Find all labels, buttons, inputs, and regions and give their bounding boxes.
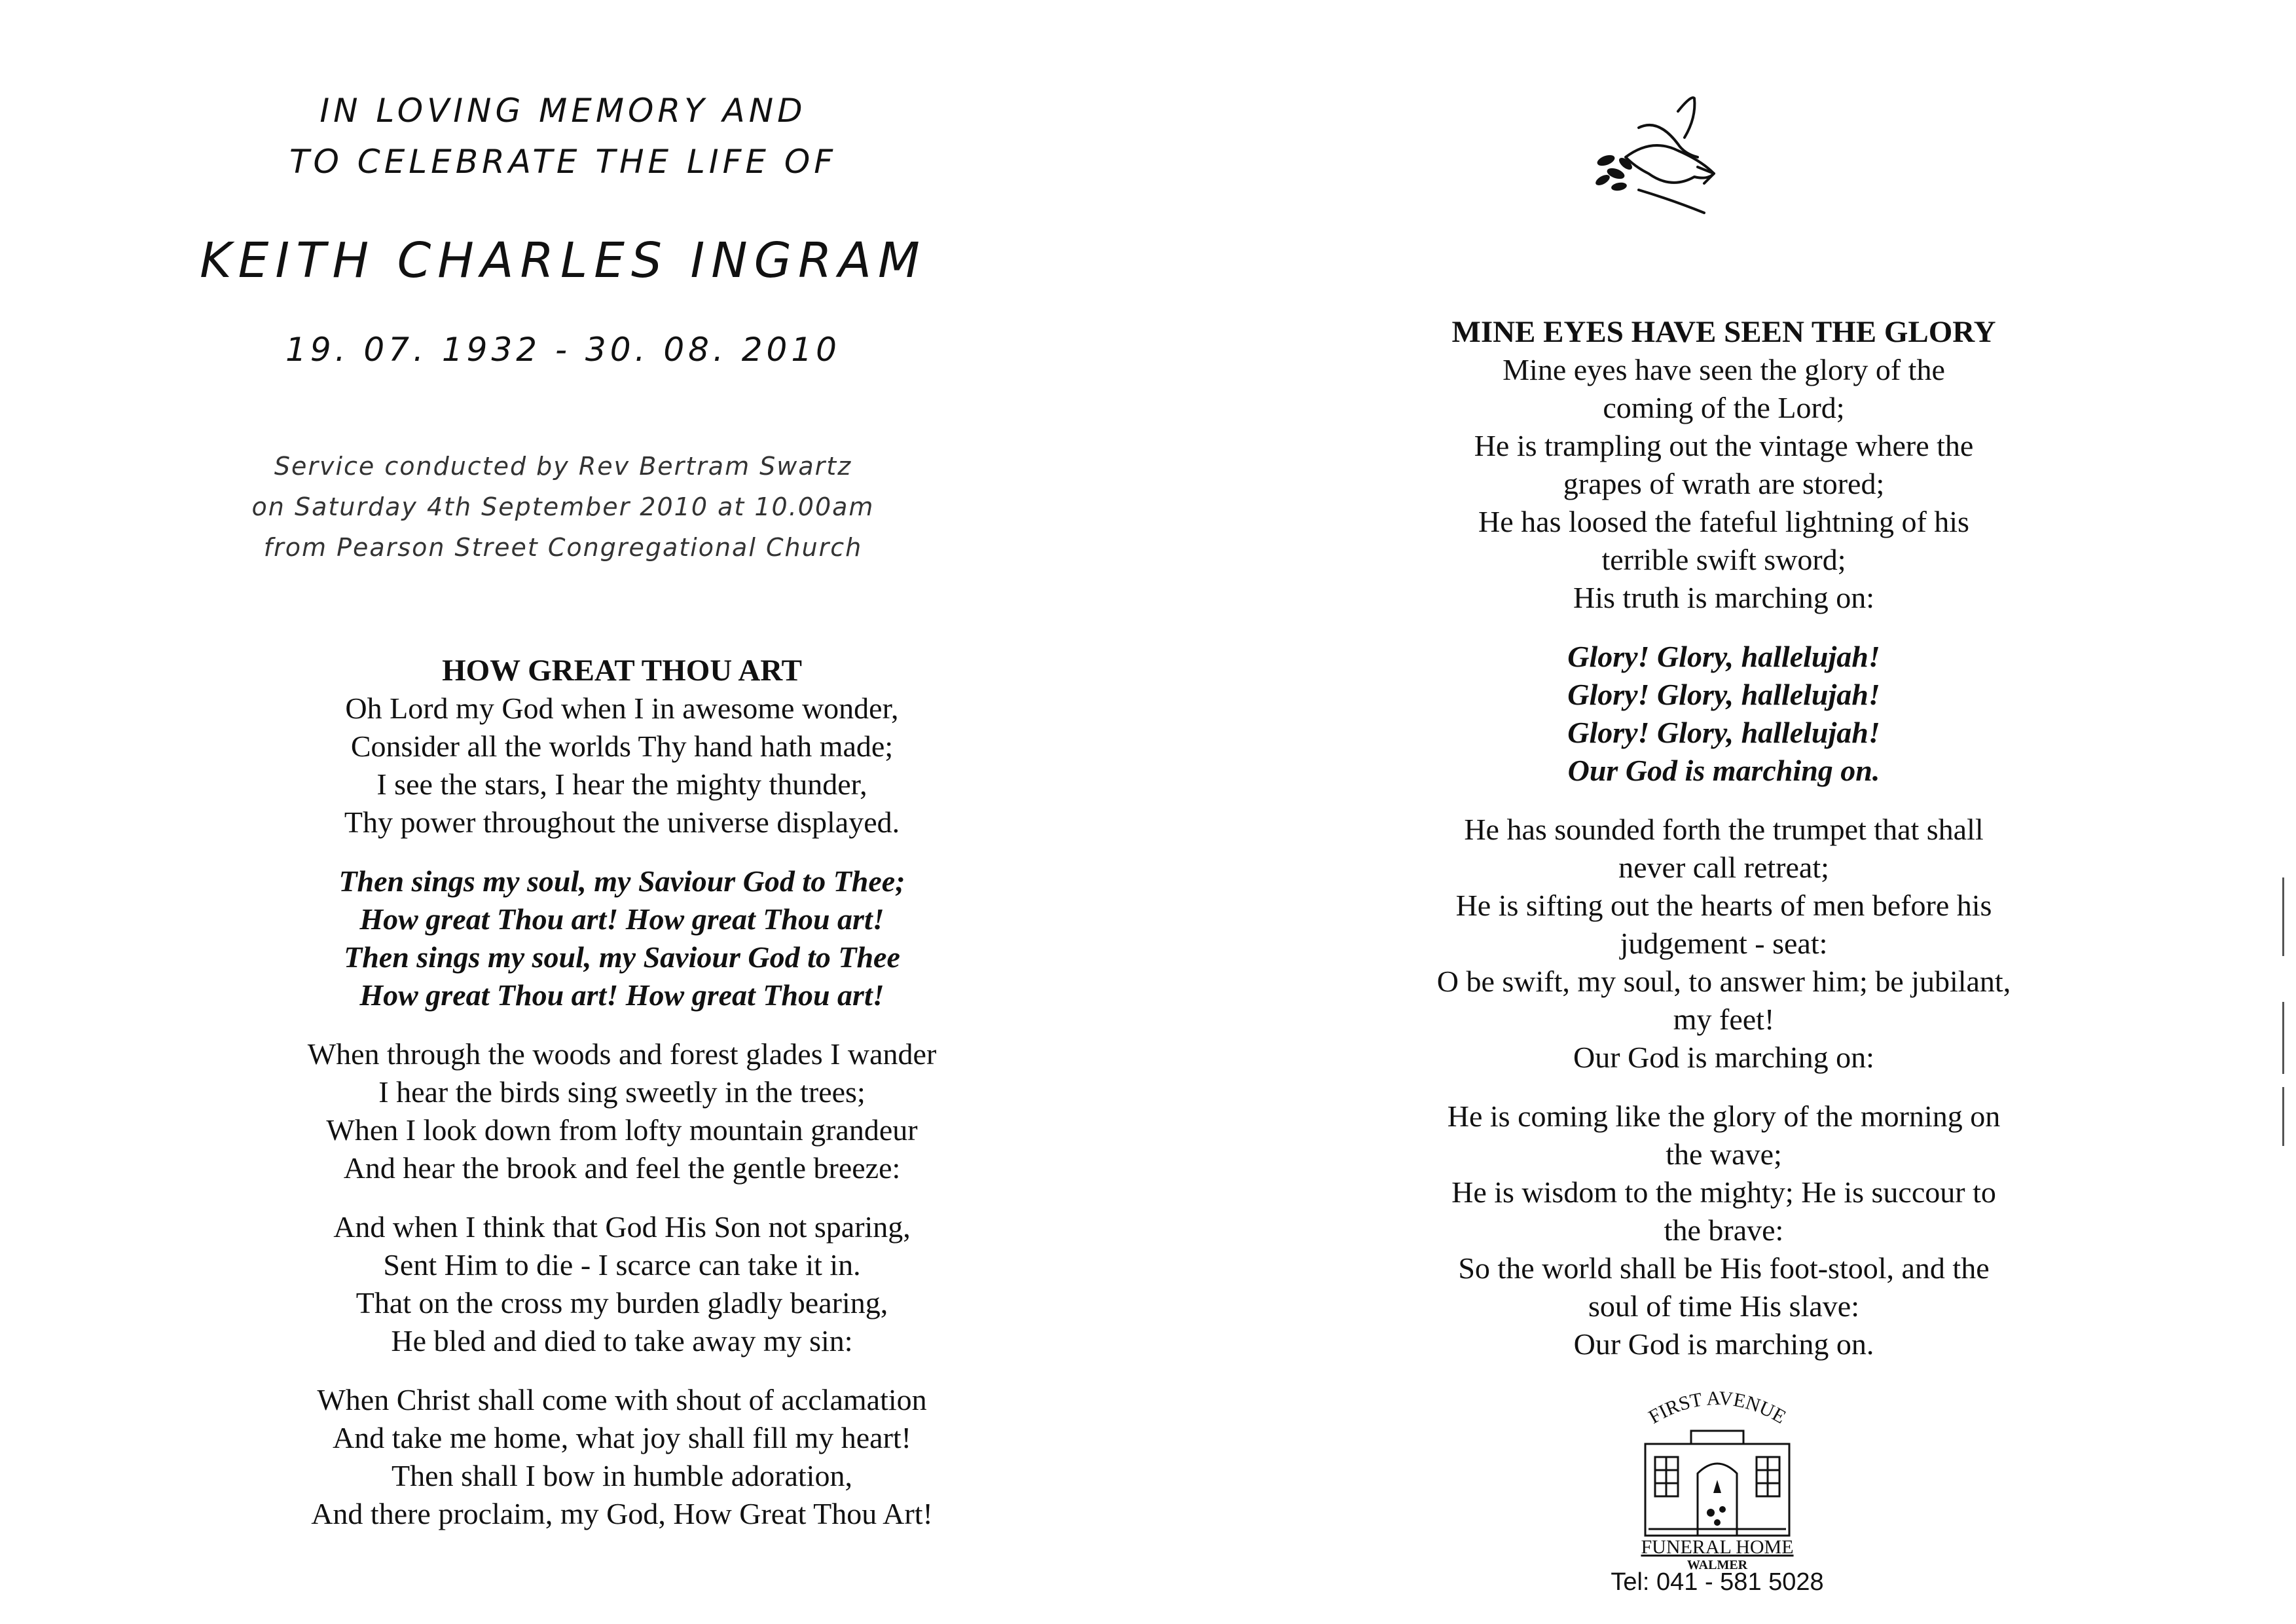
hymn-chorus	[249, 862, 995, 1014]
hymn-line: He has loosed the fateful lightning of his	[1478, 505, 1969, 538]
hymn-line: Then sings my soul, my Saviour God to Thee;	[338, 864, 905, 898]
hymn-line: the wave;	[1666, 1137, 1782, 1171]
life-dates: 19. 07. 1932 - 30. 08. 2010	[285, 331, 841, 369]
hymn-line: Glory! Glory, hallelujah!	[1567, 716, 1880, 749]
hymn-line: He is sifting out the hearts of men before his	[1455, 889, 1992, 922]
hymn-line: How great Thou art! How great Thou art!	[359, 902, 884, 936]
hymn-line: Thy power throughout the universe displayed.	[344, 805, 900, 839]
hymn-line: When Christ shall come with shout of acclamation	[317, 1383, 927, 1416]
hymn-line: O be swift, my soul, to answer him; be jubilant,	[1436, 965, 2011, 998]
hymn-line: I hear the birds sing sweetly in the trees;	[378, 1075, 866, 1109]
deceased-name: KEITH CHARLES INGRAM	[200, 232, 926, 289]
memory-heading-line-1: IN LOVING MEMORY AND	[319, 92, 807, 130]
right-panel	[1148, 0, 2296, 1624]
hymn-title: MINE EYES HAVE SEEN THE GLORY	[1451, 315, 1996, 349]
hymn-verse	[249, 1208, 995, 1360]
hymn-line: Oh Lord my God when I in awesome wonder,	[345, 692, 899, 725]
hymn-title: HOW GREAT THOU ART	[442, 654, 802, 688]
hymn-line: So the world shall be His foot-stool, and the	[1458, 1251, 1990, 1285]
hymn-line: When I look down from lofty mountain grandeur	[326, 1113, 918, 1147]
service-line-2: on Saturday 4th September 2010 at 10.00am	[251, 492, 875, 521]
hymn-line: How great Thou art! How great Thou art!	[359, 978, 884, 1012]
funeral-home-logo	[1619, 1382, 1815, 1578]
hymn-line: Then sings my soul, my Saviour God to Thee	[344, 940, 900, 974]
hymn-line: terrible swift sword;	[1601, 543, 1846, 576]
hymn-line: And when I think that God His Son not sparing,	[333, 1210, 911, 1244]
hymn-line: my feet!	[1673, 1003, 1775, 1036]
logo-arc-text: FIRST AVENUE	[1645, 1387, 1790, 1428]
hymn-line: Mine eyes have seen the glory of the	[1503, 353, 1945, 386]
hymn-line: He is coming like the glory of the morning on	[1447, 1099, 2001, 1133]
hymn-line: Our God is marching on.	[1573, 1327, 1874, 1361]
hymn-line: Glory! Glory, hallelujah!	[1567, 678, 1880, 711]
hymn-line: I see the stars, I hear the mighty thunder,	[376, 767, 867, 801]
hymn-line: soul of time His slave:	[1588, 1289, 1859, 1323]
scan-edge-mark	[2282, 877, 2284, 956]
hymn-verse	[1331, 811, 2117, 1077]
hymn-line: And take me home, what joy shall fill my heart!	[333, 1421, 911, 1454]
service-line-1: Service conducted by Rev Bertram Swartz	[274, 452, 852, 481]
scan-edge-mark	[2282, 1087, 2284, 1146]
hymn-verse	[249, 1381, 995, 1533]
hymn-line: That on the cross my burden gladly bearing,	[355, 1286, 888, 1320]
hymn-chorus	[1331, 638, 2117, 790]
hymn-verse	[1331, 1098, 2117, 1363]
hymn-line: Sent Him to die - I scarce can take it in.	[383, 1248, 861, 1282]
hymn-line: When through the woods and forest glades I wander	[307, 1037, 937, 1071]
hymn-line: His truth is marching on:	[1573, 581, 1874, 614]
hymn-line: Glory! Glory, hallelujah!	[1567, 640, 1880, 673]
hymn-verse	[249, 690, 995, 841]
hymn-line: Then shall I bow in humble adoration,	[392, 1459, 852, 1492]
hymn-verse	[1331, 351, 2117, 617]
hymn-line: He bled and died to take away my sin:	[391, 1324, 853, 1357]
logo-place: WALMER	[1686, 1558, 1748, 1572]
hymn-line: He is wisdom to the mighty; He is succour to	[1451, 1175, 1996, 1209]
hymn-line: Our God is marching on.	[1567, 754, 1880, 787]
service-line-3: from Pearson Street Congregational Church	[263, 533, 863, 562]
logo-name: FUNERAL HOME	[1641, 1536, 1794, 1558]
hymn-line: And there proclaim, my God, How Great Thou Art!	[311, 1497, 933, 1530]
hymn-how-great-thou-art	[249, 652, 995, 1533]
hymn-stanzas	[1331, 351, 2117, 1363]
hymn-line: He has sounded forth the trumpet that shall	[1464, 813, 1984, 846]
scan-edge-mark	[2282, 1002, 2284, 1074]
hymn-line: Consider all the worlds Thy hand hath made;	[350, 729, 894, 763]
dove-with-olive-branch-icon	[1580, 92, 1750, 236]
hymn-line: He is trampling out the vintage where the	[1474, 429, 1974, 462]
hymn-line: coming of the Lord;	[1603, 391, 1845, 424]
hymn-line: never call retreat;	[1618, 851, 1829, 884]
hymn-mine-eyes-have-seen-the-glory	[1331, 313, 2117, 1363]
memory-heading-line-2: TO CELEBRATE THE LIFE OF	[289, 143, 837, 181]
hymn-stanzas	[249, 690, 995, 1533]
hymn-line: the brave:	[1664, 1213, 1784, 1247]
telephone-number: Tel: 041 - 581 5028	[1611, 1568, 1824, 1596]
hymn-line: grapes of wrath are stored;	[1563, 467, 1885, 500]
hymn-line: judgement - seat:	[1620, 927, 1828, 960]
svg-text:FIRST AVENUE	[1645, 1388, 1790, 1428]
hymn-verse	[249, 1035, 995, 1187]
hymn-line: And hear the brook and feel the gentle breeze:	[343, 1151, 901, 1185]
hymn-line: Our God is marching on:	[1573, 1041, 1874, 1074]
